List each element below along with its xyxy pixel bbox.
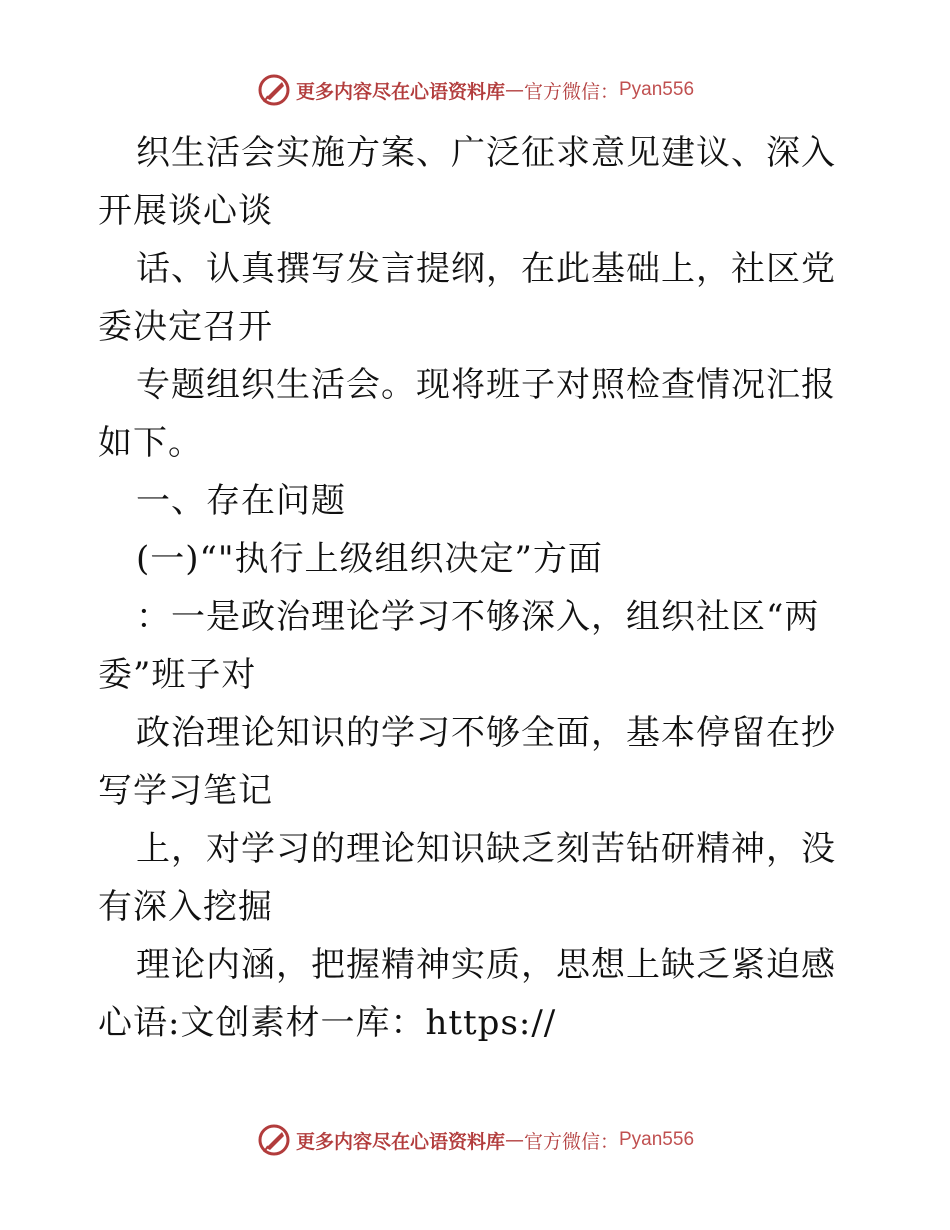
footer-watermark xyxy=(0,1120,950,1160)
paragraph: 话、认真撰写发言提纲，在此基础上，社区党委决定召开 xyxy=(98,249,836,347)
quill-logo-icon xyxy=(256,72,292,108)
watermark-official: 官方微信： xyxy=(523,1130,619,1153)
watermark-id: Pyan556 xyxy=(619,79,695,100)
paragraph: 上，对学习的理论知识缺乏刻苦钻研精神，没有深入挖掘 xyxy=(98,829,836,927)
section-heading: 一、存在问题 xyxy=(136,481,346,521)
paragraph: 理论内涵，把握精神实质，思想上缺乏紧迫感心语:文创素材一库：https:// xyxy=(98,945,836,1043)
paragraph: ：一是政治理论学习不够深入，组织社区“两委”班子对 xyxy=(98,597,820,695)
watermark-dash: — xyxy=(504,79,524,101)
paragraph: 织生活会实施方案、广泛征求意见建议、深入开展谈心谈 xyxy=(98,133,836,231)
document-body xyxy=(98,124,858,1052)
paragraph: 专题组织生活会。现将班子对照检查情况汇报如下。 xyxy=(98,365,836,463)
subsection-heading: (一)“"执行上级组织决定”方面 xyxy=(136,539,603,579)
watermark-brand: 更多内容尽在心语资料库 xyxy=(295,1130,505,1153)
watermark-brand: 更多内容尽在心语资料库 xyxy=(295,80,505,103)
watermark-id: Pyan556 xyxy=(619,1129,695,1150)
quill-logo-icon xyxy=(256,1122,292,1158)
watermark-dash: — xyxy=(504,1129,524,1151)
header-watermark xyxy=(0,70,950,110)
watermark-official: 官方微信： xyxy=(523,80,619,103)
paragraph: 政治理论知识的学习不够全面，基本停留在抄写学习笔记 xyxy=(98,713,836,811)
